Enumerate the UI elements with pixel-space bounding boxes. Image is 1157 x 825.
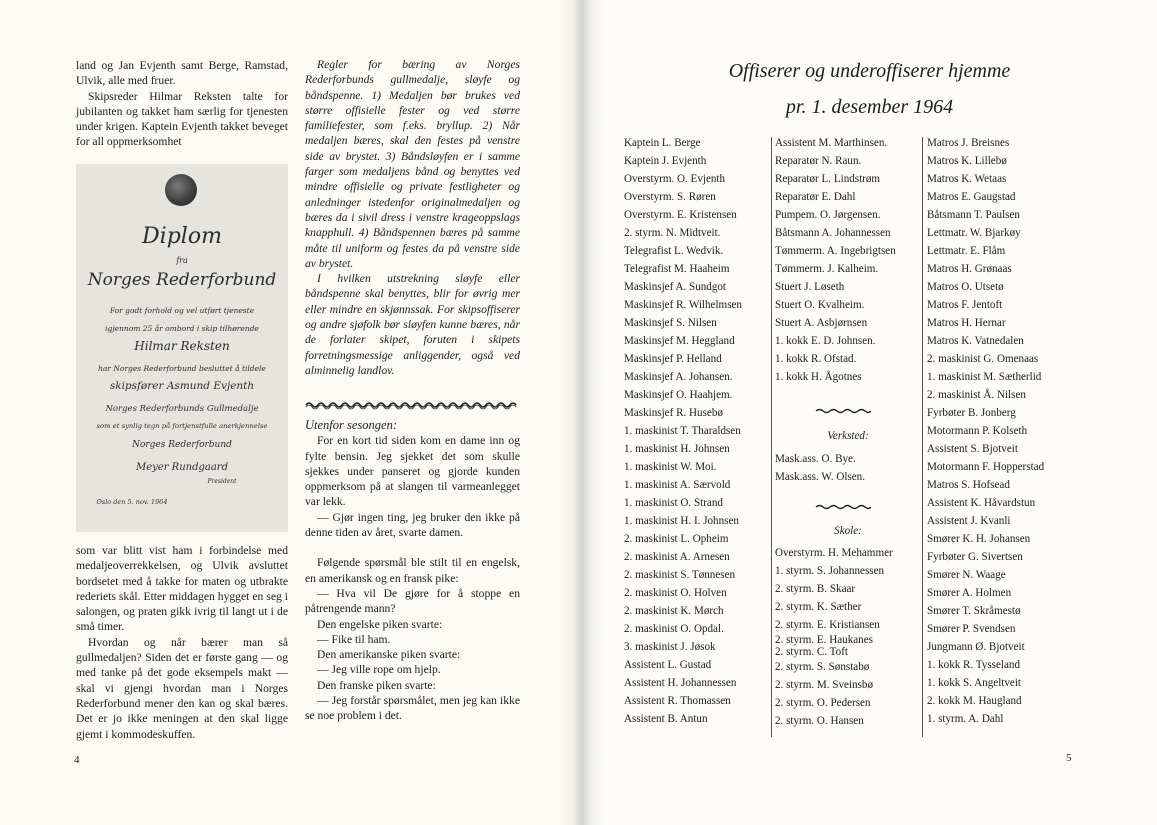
roster-entry: Assistent K. Håvardstun bbox=[927, 497, 1036, 509]
roster-entry: 1. kokk R. Ofstad. bbox=[775, 353, 857, 365]
roster-column-1 bbox=[624, 134, 742, 728]
roster-entry: 2. maskinist A. Arnesen bbox=[624, 551, 730, 563]
diploma-name: skipsfører Asmund Evjenth bbox=[109, 380, 255, 392]
roster-entry: 2. styrm. O. Pedersen bbox=[775, 697, 871, 709]
roster-entry: 1. maskinist H. I. Johnsen bbox=[624, 515, 739, 527]
roster-entry: 1. maskinist H. Johnsen bbox=[624, 443, 730, 455]
roster-entry: 2. styrm. M. Sveinsbø bbox=[775, 679, 874, 691]
roster-entry: Matros S. Hofsead bbox=[927, 479, 1010, 491]
roster-entry: Smører T. Skråmestø bbox=[927, 605, 1021, 617]
roster-entry: Assistent L. Gustad bbox=[624, 659, 712, 671]
roster-entry: Telegrafist M. Haaheim bbox=[624, 263, 730, 275]
page-number-left: 4 bbox=[74, 754, 80, 766]
roster-entry: 1. kokk E. D. Johnsen. bbox=[775, 335, 876, 347]
ornament-squiggle bbox=[815, 408, 871, 414]
paragraph: Følgende spørsmål ble stilt til en engelsk, en amerikansk og en fransk pike: bbox=[305, 556, 520, 585]
roster-entry: Matros K. Lillebø bbox=[927, 155, 1007, 167]
roster-entry: 2. styrm. O. Hansen bbox=[775, 715, 864, 727]
roster-entry: 2. styrm. E. Haukanes bbox=[775, 634, 873, 646]
page-subtitle: pr. 1. desember 1964 bbox=[785, 96, 954, 118]
roster-column-2 bbox=[775, 134, 896, 386]
roster-entry: Matros F. Jentoft bbox=[927, 299, 1003, 311]
paragraph: Den amerikanske piken svarte: bbox=[317, 648, 461, 662]
roster-column-3 bbox=[927, 134, 1044, 728]
paragraph: I hvilken utstrekning sløyfe eller båndspenne skal benyttes, blir for øvrig mer eller mindre en skjønnssak. For skipsoffiserer og andre sjøfolk bør sløyfen kunne bæres, når de forlater skipet, foruten i skipets forretningsmessige anliggender, også ved alminnelig landlov. bbox=[305, 272, 520, 377]
roster-entry: 2. maskinist L. Opheim bbox=[624, 533, 729, 545]
roster-entry: Matros K. Vatnedalen bbox=[927, 335, 1024, 347]
roster-entry: Overstyrm. E. Kristensen bbox=[624, 209, 737, 221]
paragraph: — Jeg ville rope om hjelp. bbox=[317, 663, 441, 677]
left-col1-top bbox=[76, 58, 288, 150]
diploma-line: igjennom 25 år ombord i skip tilhørende bbox=[105, 324, 259, 333]
paragraph: land og Jan Evjenth samt Berge, Ramstad, Ulvik, alle med fruer. bbox=[76, 59, 288, 88]
roster-entry: 2. styrm. S. Sønstabø bbox=[775, 661, 870, 673]
roster-entry: Stuert O. Kvalheim. bbox=[775, 299, 865, 311]
roster-entry: Assistent J. Kvanli bbox=[927, 515, 1011, 527]
roster-entry: Kaptein J. Evjenth bbox=[624, 155, 707, 167]
paragraph: — Gjør ingen ting, jeg bruker den ikke på denne tiden av året, svarte damen. bbox=[305, 510, 520, 540]
roster-entry: 2. kokk M. Haugland bbox=[927, 695, 1022, 707]
roster-entry: 2. maskinist K. Mørch bbox=[624, 605, 724, 617]
roster-entry: Telegrafist L. Wedvik. bbox=[624, 245, 724, 257]
medal-seal-icon bbox=[165, 174, 197, 206]
roster-entry: 2. styrm. N. Midtveit. bbox=[624, 227, 721, 239]
diploma-signature: Meyer Rundgaard bbox=[135, 462, 228, 473]
roster-entry: Smører P. Svendsen bbox=[927, 623, 1016, 635]
diploma-name: Hilmar Reksten bbox=[134, 339, 230, 353]
roster-entry: Båtsmann A. Johannessen bbox=[775, 227, 891, 239]
ornament-squiggle bbox=[815, 504, 871, 510]
roster-entry: Jungmann Ø. Bjotveit bbox=[927, 641, 1025, 653]
roster-entry: Smører A. Holmen bbox=[927, 587, 1012, 599]
roster-entry: Matros K. Wetaas bbox=[927, 173, 1007, 185]
diploma-line: Norges Rederforbunds Gullmedalje bbox=[105, 404, 259, 414]
roster-entry: 2. maskinist Å. Nilsen bbox=[927, 389, 1026, 401]
diploma-line: som et synlig tegn på fortjenstfulle anerkjennelse bbox=[96, 422, 268, 430]
roster-entry: 2. maskinist G. Omenaas bbox=[927, 353, 1039, 365]
roster-entry: Båtsmann T. Paulsen bbox=[927, 209, 1020, 221]
roster-entry: Maskinsjef R. Husebø bbox=[624, 407, 723, 419]
roster-entry: Maskinsjef R. Wilhelmsen bbox=[624, 299, 742, 311]
book-gutter bbox=[560, 0, 604, 825]
roster-entry: Matros O. Utsetø bbox=[927, 281, 1004, 293]
roster-entry: Maskinsjef A. Sundgot bbox=[624, 281, 727, 293]
roster-entry: Stuert A. Asbjørnsen bbox=[775, 317, 868, 329]
roster-entry: 1. kokk H. Ågotnes bbox=[775, 371, 862, 383]
roster-entry: Assistent M. Marthinsen. bbox=[775, 137, 888, 149]
diploma-place-date: Oslo den 5. nov. 1964 bbox=[96, 498, 168, 506]
roster-entry: 2. maskinist S. Tønnesen bbox=[624, 569, 736, 581]
roster-entry: 3. maskinist J. Jøsok bbox=[624, 641, 716, 653]
diploma-line: har Norges Rederforbund besluttet å tildele bbox=[98, 364, 266, 373]
paragraph: Hvordan og når bærer man så gullmedaljen? Siden det er første gang — og med tanke på det gode eksempels makt — skal vi gjengi hvordan man i Norges Rederforbund mener den kan og skal bæres. Det er jo ikke meningen at den skal ligge gjemt i kommodeskuffen. bbox=[76, 635, 288, 741]
roster-entry: Assistent H. Johannessen bbox=[624, 677, 737, 689]
roster-entry: 1. maskinist T. Tharaldsen bbox=[624, 425, 741, 437]
roster-entry: Tømmerm. J. Kalheim. bbox=[775, 263, 879, 275]
roster-entry: Maskinsjef S. Nilsen bbox=[624, 317, 717, 329]
column-divider bbox=[771, 137, 772, 737]
diploma-sig-title: President bbox=[207, 478, 237, 485]
roster-entry: Overstyrm. H. Mehammer bbox=[775, 547, 893, 559]
roster-entry: 2. styrm. C. Toft bbox=[775, 646, 848, 658]
roster-entry: Matros H. Hernar bbox=[927, 317, 1006, 329]
left-col1-bottom bbox=[76, 543, 288, 742]
roster-entry: Tømmerm. A. Ingebrigtsen bbox=[775, 245, 896, 257]
roster-entry: Reparatør N. Raun. bbox=[775, 155, 862, 167]
diploma-org-sign: Norges Rederforbund bbox=[132, 440, 232, 450]
paragraph: — Fike til ham. bbox=[317, 632, 391, 646]
roster-entry: Lettmatr. W. Bjarkøy bbox=[927, 227, 1021, 239]
roster-entry: Pumpem. O. Jørgensen. bbox=[775, 209, 881, 221]
roster-entry: 1. kokk R. Tysseland bbox=[927, 659, 1021, 671]
roster-entry: Reparatør E. Dahl bbox=[775, 191, 856, 203]
diploma-from: fra bbox=[176, 256, 188, 265]
page-number-right: 5 bbox=[1066, 752, 1072, 764]
roster-entry: Lettmatr. E. Flåm bbox=[927, 245, 1006, 257]
roster-entry: 2. styrm. B. Skaar bbox=[775, 583, 856, 595]
left-col2-rules bbox=[305, 57, 520, 378]
roster-entry: 1. maskinist W. Moi. bbox=[624, 461, 717, 473]
ornament-divider bbox=[305, 400, 520, 410]
diploma-image bbox=[76, 164, 288, 532]
roster-entry: Motormann F. Hopperstad bbox=[927, 461, 1045, 473]
roster-entry: 2. styrm. E. Kristiansen bbox=[775, 619, 880, 631]
roster-entry: Overstyrm. O. Evjenth bbox=[624, 173, 726, 185]
roster-entry: Matros H. Grønaas bbox=[927, 263, 1012, 275]
paragraph: Regler for bæring av Norges Rederforbunds gullmedalje, sløyfe og båndspenne. 1) Medaljen bør brukes ved større offisielle fester og ved større familiefester, som f.eks. bryllup. 2) Når medaljen bæres, skal den festes på venstre side av brystet. 3) Båndsløyfen er i samme farger som medaljens bånd og benyttes ved mindre offisielle og private festligheter og anledninger istedenfor originalmedaljen og bæres da i sivil dress i venstre krageoppslags knapphull. 4) Båndspennen bæres på samme måte til uniform og festes da på venstre side av brystet. bbox=[305, 58, 520, 270]
roster-entry: Motormann P. Kolseth bbox=[927, 425, 1028, 437]
roster-column-2-skole bbox=[775, 544, 893, 730]
roster-entry: Reparatør L. Lindstrøm bbox=[775, 173, 881, 185]
roster-column-2-verksted bbox=[775, 450, 865, 486]
roster-entry: 1. kokk S. Angeltveit bbox=[927, 677, 1021, 689]
paragraph: som var blitt vist ham i forbindelse med medaljeoverrekkelsen, og Ulvik avsluttet bordsetet med å takke for maten og utbrakte rederiets skål. Etter middagen hygget en seg i salongen, og praten gikk ivrig til langt ut i de små timer. bbox=[76, 544, 288, 634]
section-subhead: Utenfor sesongen: bbox=[305, 418, 397, 432]
roster-entry: 2. styrm. K. Sæther bbox=[775, 601, 862, 613]
paragraph: Den franske piken svarte: bbox=[317, 678, 436, 692]
roster-entry: Kaptein L. Berge bbox=[624, 137, 701, 149]
paragraph: For en kort tid siden kom en dame inn og fylte bensin. Jeg sjekket det som skulle sjekkes under panseret og gjorde kunden oppmerksom på at slangen til varmeanlegget var lekk. bbox=[305, 434, 520, 509]
diploma-org: Norges Rederforbund bbox=[87, 270, 277, 290]
roster-entry: 1. maskinist M. Sætherlid bbox=[927, 371, 1042, 383]
roster-entry: Stuert J. Løseth bbox=[775, 281, 845, 293]
column-divider bbox=[922, 137, 923, 737]
roster-entry: Smører K. H. Johansen bbox=[927, 533, 1031, 545]
section-heading-verksted: Verksted: bbox=[827, 430, 869, 442]
roster-entry: 1. styrm. S. Johannessen bbox=[775, 565, 885, 577]
roster-entry: Assistent S. Bjotveit bbox=[927, 443, 1018, 455]
roster-entry: 2. maskinist O. Holven bbox=[624, 587, 727, 599]
paragraph: — Hva vil De gjøre for å stoppe en påtrengende mann? bbox=[305, 586, 520, 616]
roster-entry: 1. styrm. A. Dahl bbox=[927, 713, 1004, 725]
roster-entry: Maskinsjef P. Helland bbox=[624, 353, 722, 365]
roster-entry: Matros J. Breisnes bbox=[927, 137, 1010, 149]
roster-entry: 2. maskinist O. Opdal. bbox=[624, 623, 724, 635]
roster-entry: 1. maskinist A. Særvold bbox=[624, 479, 731, 491]
roster-entry: Overstyrm. S. Røren bbox=[624, 191, 716, 203]
section-heading-skole: Skole: bbox=[834, 525, 862, 537]
paragraph: — Jeg forstår spørsmålet, men jeg kan ikke se noe problem i det. bbox=[305, 694, 520, 723]
roster-entry: Fyrbøter B. Jonberg bbox=[927, 407, 1016, 419]
roster-entry: Assistent R. Thomassen bbox=[624, 695, 731, 707]
left-col2-joke-section bbox=[305, 418, 520, 724]
paragraph: Skipsreder Hilmar Reksten talte for jubilanten og takket ham særlig for tjenesten under krigen. Kaptein Evjenth takket beveget for all oppmerksomhet bbox=[76, 89, 288, 149]
roster-entry: 1. maskinist O. Strand bbox=[624, 497, 723, 509]
roster-entry: Maskinsjef M. Heggland bbox=[624, 335, 735, 347]
roster-entry: Mask.ass. O. Bye. bbox=[775, 453, 856, 465]
page-title: Offiserer og underoffiserer hjemme bbox=[728, 60, 1011, 82]
paragraph: Den engelske piken svarte: bbox=[317, 617, 443, 631]
roster-entry: Assistent B. Antun bbox=[624, 713, 708, 725]
diploma-line: For godt forhold og vel utført tjeneste bbox=[109, 306, 255, 315]
roster-entry: Maskinsjef A. Johansen. bbox=[624, 371, 733, 383]
roster-entry: Maskinsjef O. Haahjem. bbox=[624, 389, 733, 401]
roster-entry: Smører N. Waage bbox=[927, 569, 1006, 581]
diploma-title: Diplom bbox=[142, 224, 222, 249]
roster-entry: Matros E. Gaugstad bbox=[927, 191, 1016, 203]
roster-entry: Mask.ass. W. Olsen. bbox=[775, 471, 865, 483]
roster-entry: Fyrbøter G. Sivertsen bbox=[927, 551, 1023, 563]
